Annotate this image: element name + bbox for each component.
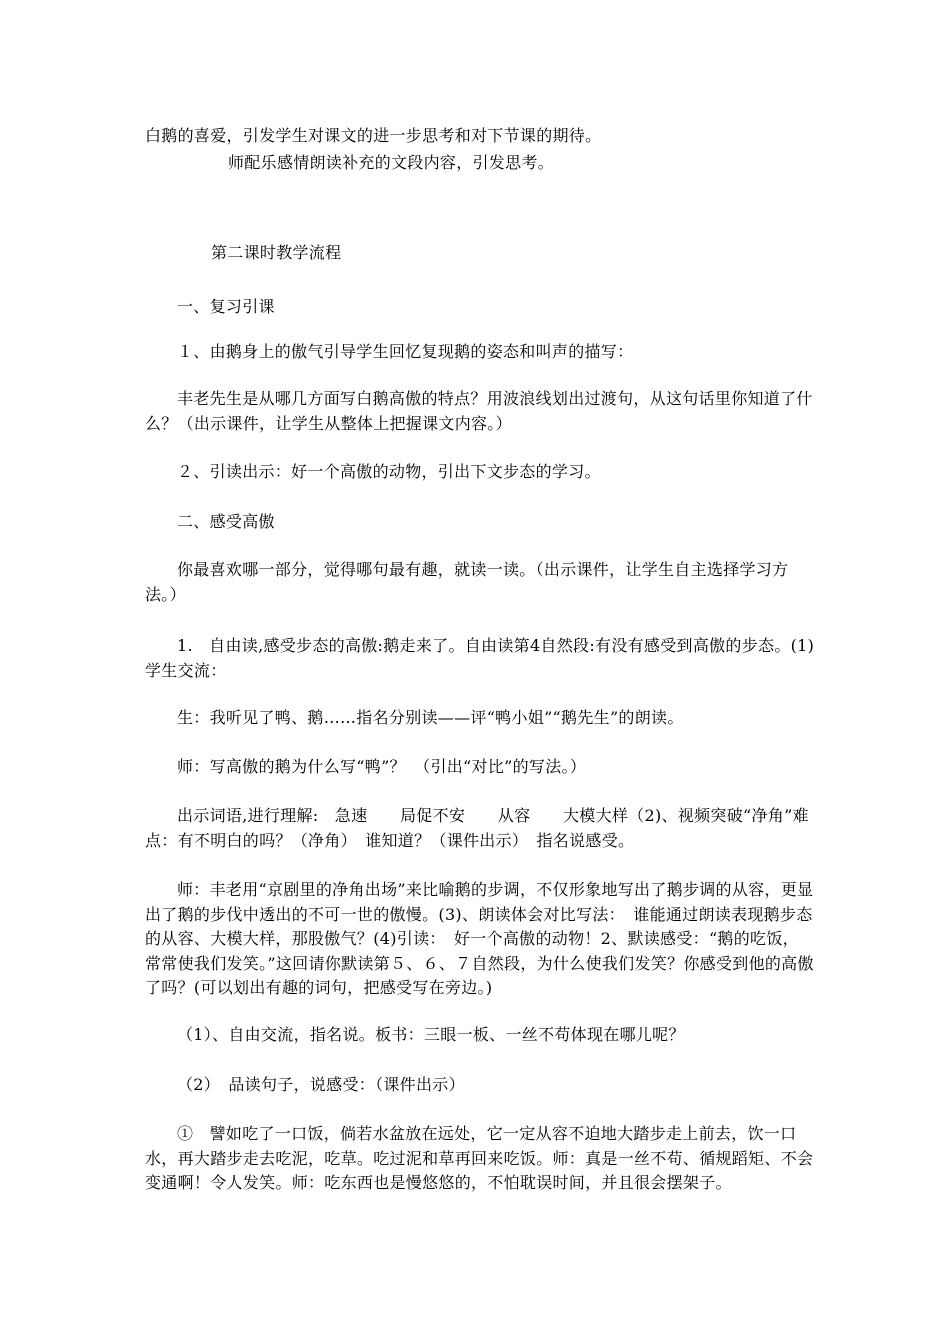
heading-feel-arrogance: 二、感受高傲 — [177, 512, 275, 531]
paragraph-step-1: １、由鹅身上的傲气引导学生回忆复现鹅的姿态和叫声的描写： — [177, 342, 634, 361]
paragraph-teacher-explanation: 师：丰老用“京剧里的净角出场”来比喻鹅的步调，不仅形象地写出了鹅步调的从容，更显出了鹅的步伐中透出的不可一世的傲慢。(3)、朗读体会对比写法： 谁能通过朗读表现鹅步态的从容、大模大样，那股傲气？(4)引读： 好一个高傲的动物！2、默读感受：“鹅的吃饭，常常使我们发笑。”这回请你默读第５、６、７自然段，为什么使我们发笑？你感受到他的高傲了吗？(可以划出有趣的词句，把感受写在旁边。) — [145, 880, 814, 997]
paragraph-question: 丰老先生是从哪几方面写白鹅高傲的特点？用波浪线划出过渡句，从这句话里你知道了什么？（出示课件，让学生从整体上把握课文内容。） — [145, 389, 813, 433]
paragraph-favorite-part: 你最喜欢哪一部分，觉得哪句最有趣，就读一读。（出示课件，让学生自主选择学习方法。） — [145, 560, 789, 604]
paragraph-example-sentence: ① 譬如吃了一口饭，倘若水盆放在远处，它一定从容不迫地大踏步走上前去，饮一口水，再大踏步走去吃泥，吃草。吃过泥和草再回来吃饭。师：真是一丝不苟、循规蹈矩、不会变通啊！令人发笑。师：吃东西也是慢悠悠的，不怕耽误时间，并且很会摆架子。 — [145, 1124, 814, 1192]
paragraph-student-answer: 生：我听见了鸭、鹅……指名分别读——评“鸭小姐”“鹅先生”的朗读。 — [177, 708, 684, 727]
paragraph-teacher-question: 师：写高傲的鹅为什么写“鸭”？ （引出“对比”的写法。） — [177, 757, 587, 776]
paragraph-teacher-reading: 师配乐感情朗读补充的文段内容，引发思考。 — [228, 153, 555, 172]
heading-review: 一、复习引课 — [177, 297, 275, 316]
paragraph-intro-end: 白鹅的喜爱，引发学生对课文的进一步思考和对下节课的期待。 — [145, 126, 602, 145]
paragraph-free-reading: 1. 自由读,感受步态的高傲:鹅走来了。自由读第4自然段:有没有感受到高傲的步态。(1) 学生交流： — [145, 636, 831, 680]
paragraph-sentence-reading: （2） 品读句子，说感受：（课件出示） — [177, 1075, 465, 1094]
paragraph-discussion: （1）、自由交流，指名说。板书：三眼一板、一丝不苟体现在哪儿呢？ — [177, 1025, 685, 1044]
paragraph-step-2: ２、引读出示：好一个高傲的动物，引出下文步态的学习。 — [177, 462, 601, 481]
paragraph-vocabulary: 出示词语,进行理解: 急速 局促不安 从容 大模大样（2)、视频突破“净角”难点：有不明白的吗？（净角） 谁知道？（课件出示） 指名说感受。 — [145, 806, 809, 850]
section-title: 第二课时教学流程 — [211, 243, 342, 262]
